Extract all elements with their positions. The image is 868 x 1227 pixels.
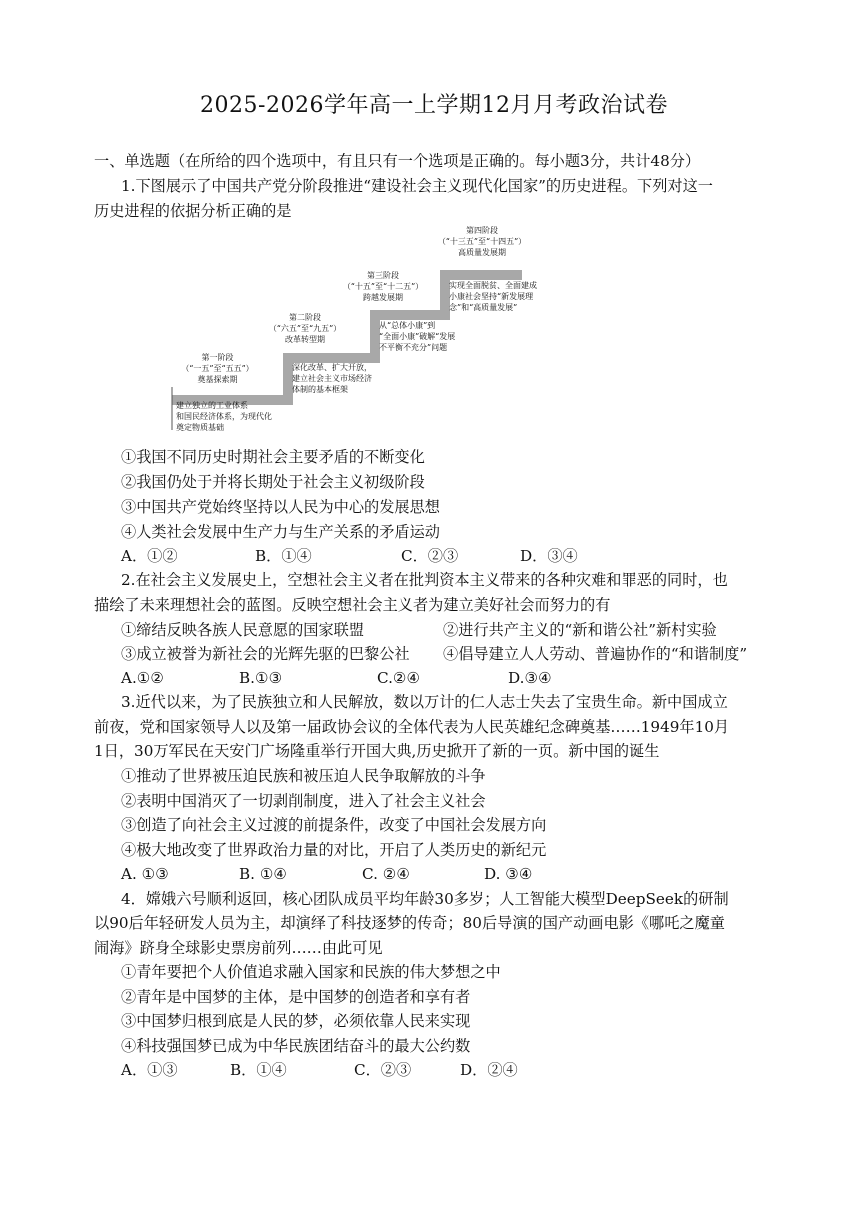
q3-stem-line2: 前夜，党和国家领导人以及第一届政协会议的全体代表为人民英雄纪念碑奠基……1949年10月 [94, 718, 730, 736]
q2-item-4: ④倡导建立人人劳动、普遍协作的“和谐制度” [443, 645, 748, 663]
q1-item-3: ③中国共产党始终坚持以人民为中心的发展思想 [121, 498, 440, 516]
q1-option-d[interactable]: D．③④ [520, 547, 578, 565]
stage1-period: （“一五”至“五五”） [181, 364, 254, 373]
q4-option-a[interactable]: A．①③ [121, 1061, 178, 1079]
stage2-description [292, 362, 372, 395]
q4-option-d[interactable]: D．②④ [460, 1061, 518, 1079]
desc1-line3: 奠定物质基础 [176, 423, 224, 432]
q3-option-b[interactable]: B. ①④ [239, 865, 288, 883]
q4-stem-line2: 以90后年轻研发人员为主，却演绎了科技逐梦的传奇；80后导演的国产动画电影《哪吒之魔童 [94, 914, 725, 932]
q4-option-b[interactable]: B．①④ [230, 1061, 287, 1079]
q2-option-a[interactable]: A.①② [121, 669, 165, 687]
q3-item-2: ②表明中国消灭了一切剥削制度，进入了社会主义社会 [121, 792, 486, 810]
q1-item-4: ④人类社会发展中生产力与生产关系的矛盾运动 [121, 523, 440, 541]
q1-option-b[interactable]: B．①④ [255, 547, 312, 565]
stage1-description [176, 400, 272, 433]
stage4-name: 第四阶段 [466, 226, 498, 235]
stage3-phase: 跨越发展期 [363, 293, 403, 302]
q4-item-2: ②青年是中国梦的主体，是中国梦的创造者和享有者 [121, 988, 471, 1006]
desc3-line1: 从“总体小康”到 [379, 321, 436, 330]
q3-item-1: ①推动了世界被压迫民族和被压迫人民争取解放的斗争 [121, 767, 486, 785]
desc1-line2: 和国民经济体系，为现代化 [176, 412, 272, 421]
desc4-line2: 小康社会坚持“新发展理 [449, 292, 534, 301]
q1-stem-line1: 1.下图展示了中国共产党分阶段推进“建设社会主义现代化国家”的历史进程。下列对这一 [121, 177, 713, 195]
q2-option-c[interactable]: C.②④ [377, 669, 421, 687]
desc3-line3: 不平衡不充分”问题 [379, 343, 448, 352]
q2-option-d[interactable]: D.③④ [508, 669, 552, 687]
stage4-period: （“十三五”至“十四五”） [437, 237, 527, 246]
q4-option-c[interactable]: C．②③ [354, 1061, 412, 1079]
q4-stem-line1: 4．嫦娥六号顺利返回，核心团队成员平均年龄30多岁；人工智能大模型DeepSeek的研制 [121, 890, 729, 908]
desc3-line2: “全面小康”破解“发展 [379, 332, 456, 341]
q3-stem-line3: 1日，30万军民在天安门广场隆重举行开国大典,历史掀开了新的一页。新中国的诞生 [94, 742, 660, 760]
q3-stem-line1: 3.近代以来，为了民族独立和人民解放，数以万计的仁人志士失去了宝贵生命。新中国成立 [121, 693, 728, 711]
q3-item-4: ④极大地改变了世界政治力量的对比，开启了人类历史的新纪元 [121, 841, 547, 859]
q4-stem-line3: 闹海》跻身全球影史票房前列……由此可见 [94, 939, 383, 957]
q3-option-c[interactable]: C. ②④ [362, 865, 410, 883]
q2-item-3: ③成立被誉为新社会的光辉先驱的巴黎公社 [121, 645, 410, 663]
stage1-name: 第一阶段 [201, 353, 234, 362]
stage2-period: （“六五”至“九五”） [268, 324, 342, 333]
stage2-label [250, 312, 360, 345]
q1-option-c[interactable]: C．②③ [401, 547, 459, 565]
q1-stem-line2: 历史进程的依据分析正确的是 [94, 202, 292, 220]
stage1-label [160, 352, 275, 385]
stage3-period: （“十五”至“十二五”） [342, 282, 424, 291]
page-title: 2025-2026学年高一上学期12月月考政治试卷 [200, 93, 668, 118]
q4-item-4: ④科技强国梦已成为中华民族团结奋斗的最大公约数 [121, 1037, 471, 1055]
desc2-line1: 深化改革、扩大开放， [292, 363, 372, 372]
q2-item-2: ②进行共产主义的“新和谐公社”新村实验 [443, 621, 717, 639]
stage3-name: 第三阶段 [367, 271, 399, 280]
q2-stem-line2: 描绘了未来理想社会的蓝图。反映空想社会主义者为建立美好社会而努力的有 [94, 596, 611, 614]
section-heading: 一、单选题（在所给的四个选项中，有且只有一个选项是正确的。每小题3分，共计48分） [94, 152, 701, 170]
q1-item-2: ②我国仍处于并将长期处于社会主义初级阶段 [121, 473, 425, 491]
stage2-phase: 改革转型期 [285, 335, 325, 344]
q1-option-a[interactable]: A．①② [121, 547, 178, 565]
stage4-phase: 高质量发展期 [458, 248, 506, 257]
q3-option-a[interactable]: A. ①③ [121, 865, 169, 883]
q1-item-1: ①我国不同历史时期社会主要矛盾的不断变化 [121, 448, 425, 466]
desc4-line3: 念”和“高质量发展” [449, 303, 518, 312]
q3-option-d[interactable]: D. ③④ [484, 865, 533, 883]
stage2-name: 第二阶段 [289, 313, 321, 322]
desc1-line1: 建立独立的工业体系 [176, 401, 248, 410]
q2-stem-line1: 2.在社会主义发展史上，空想社会主义者在批判资本主义带来的各种灾难和罪恶的同时，也 [121, 571, 728, 589]
desc2-line3: 体制的基本框架 [292, 385, 348, 394]
q2-option-b[interactable]: B.①③ [239, 669, 283, 687]
stage3-description [379, 320, 455, 353]
q2-item-1: ①缔结反映各族人民意愿的国家联盟 [121, 621, 364, 639]
desc2-line2: 建立社会主义市场经济 [292, 374, 372, 383]
stage4-description [449, 280, 537, 313]
desc4-line1: 实现全面脱贫、全面建成 [449, 281, 537, 290]
staircase-diagram [160, 225, 540, 435]
stage3-label [323, 270, 443, 303]
q4-item-1: ①青年要把个人价值追求融入国家和民族的伟大梦想之中 [121, 963, 501, 981]
stage1-phase: 奠基探索期 [197, 375, 238, 384]
stage4-label [412, 225, 552, 258]
q3-item-3: ③创造了向社会主义过渡的前提条件，改变了中国社会发展方向 [121, 816, 547, 834]
q4-item-3: ③中国梦归根到底是人民的梦，必须依靠人民来实现 [121, 1012, 471, 1030]
